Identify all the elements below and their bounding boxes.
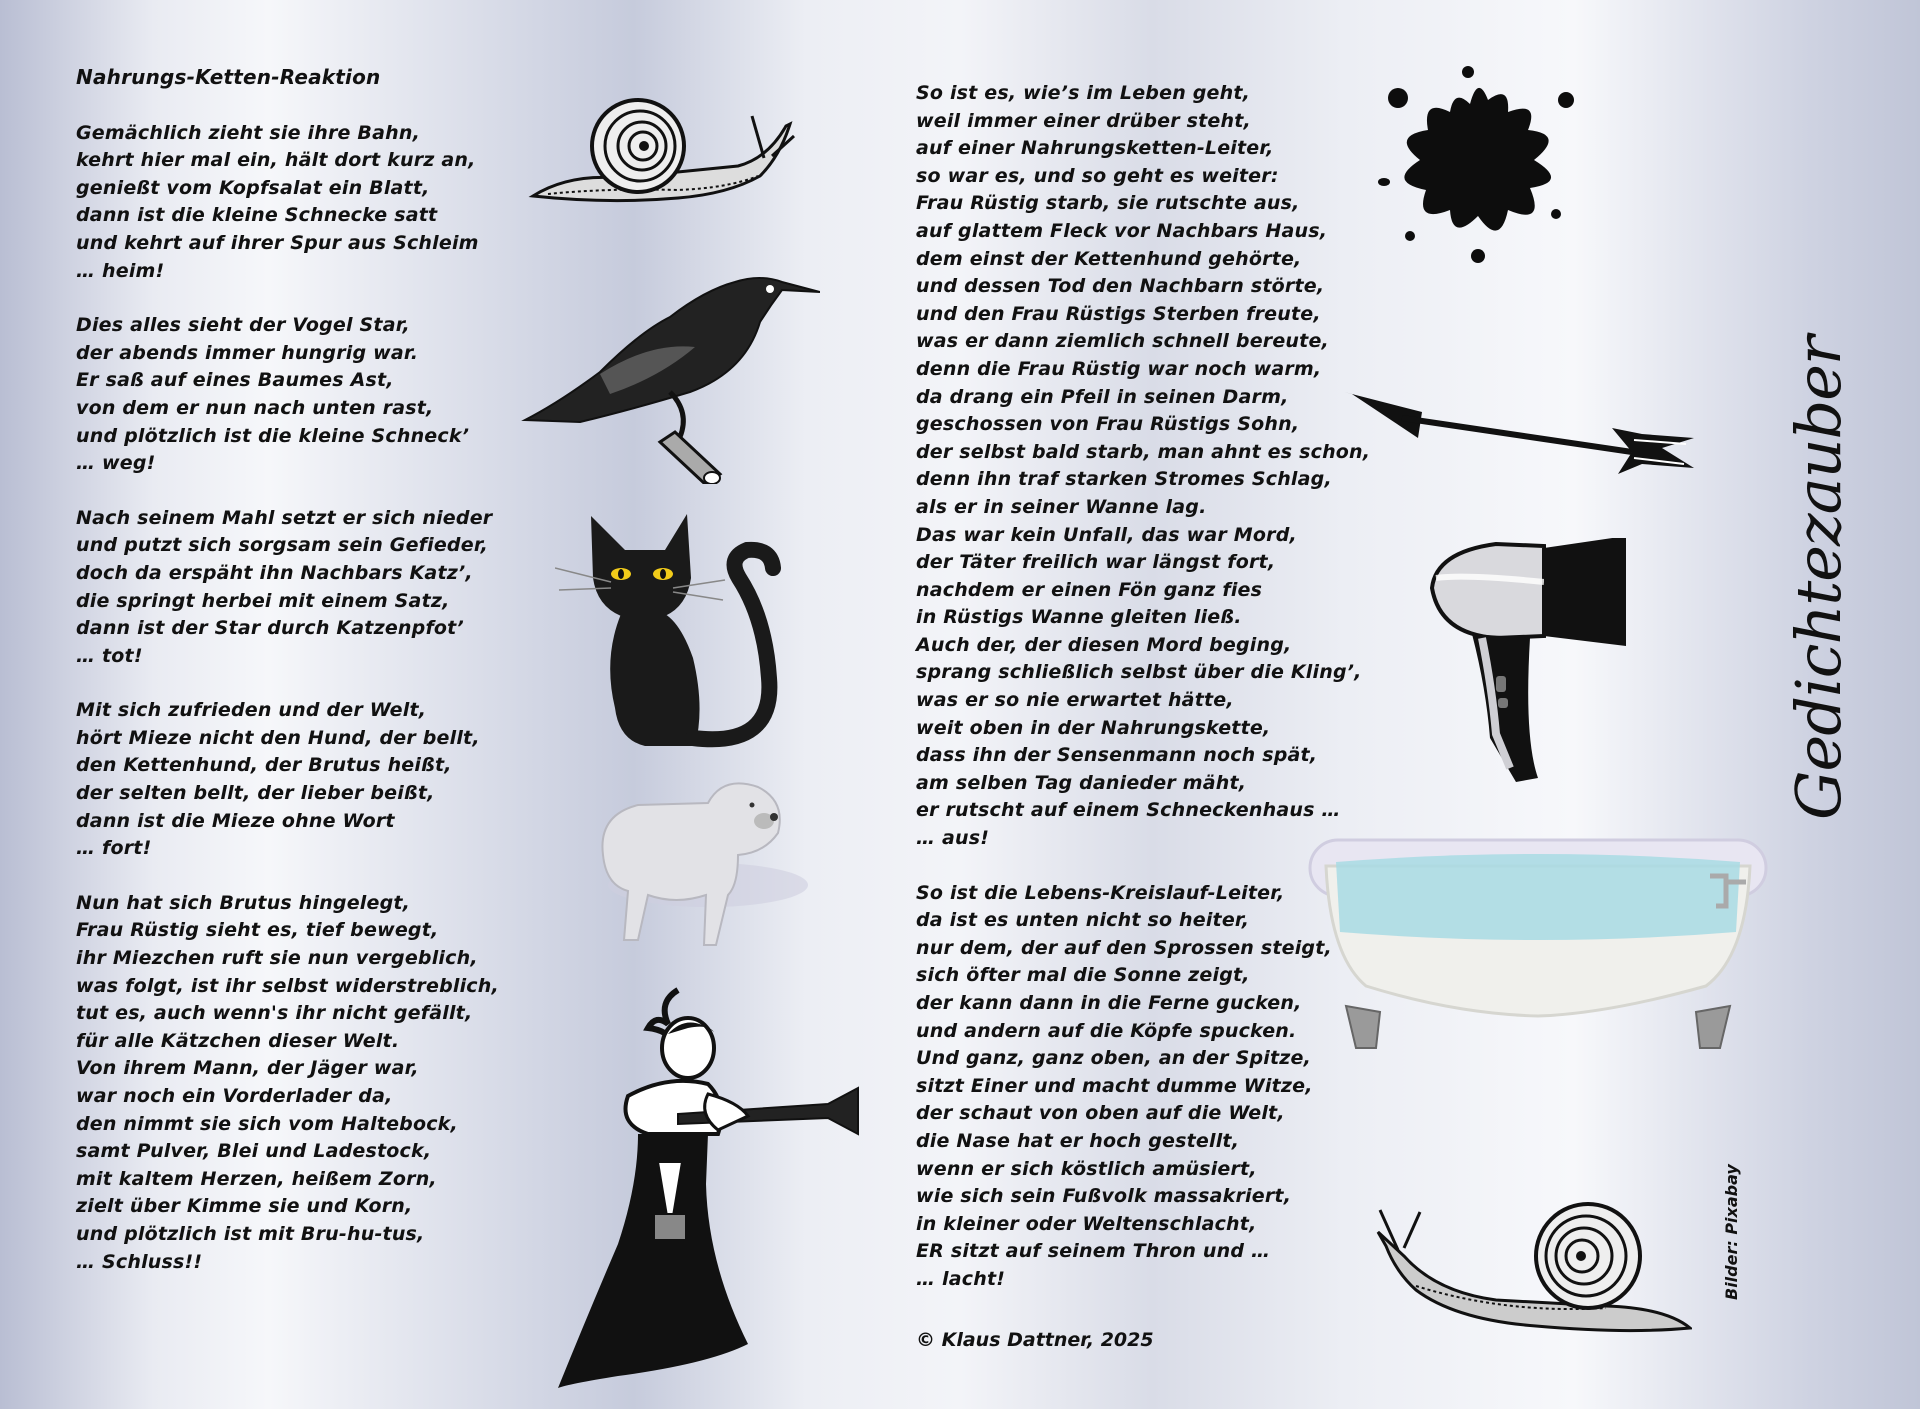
poem-line: und plötzlich ist mit Bru-hu-tus, (76, 1222, 425, 1245)
poem-line: was er so nie erwartet hätte, (916, 689, 1234, 712)
poem-line: … aus! (916, 827, 990, 850)
poem-line: Nach seinem Mahl setzt er sich nieder (76, 506, 493, 529)
poem-line: der selbst bald starb, man ahnt es schon, (916, 440, 1371, 463)
poem-line: nur dem, der auf den Sprossen steigt, (916, 936, 1332, 959)
ink-splat-illustration (1370, 64, 1590, 264)
poem-title: Nahrungs-Ketten-Reaktion (76, 65, 381, 89)
poem-line: für alle Kätzchen dieser Welt. (76, 1029, 400, 1052)
copyright: © Klaus Dattner, 2025 (916, 1329, 1154, 1351)
poem-line: geschossen von Frau Rüstigs Sohn, (916, 413, 1300, 436)
poem-line: da drang ein Pfeil in seinen Darm, (916, 385, 1289, 408)
poem-line: wie sich sein Fußvolk massakriert, (916, 1185, 1292, 1208)
snail-illustration-2 (1376, 1196, 1692, 1336)
stanza (76, 505, 499, 671)
poem-line: ER sitzt auf seinem Thron und … (916, 1240, 1271, 1263)
bulldog-illustration (588, 775, 808, 965)
poem-line: doch da erspäht ihn Nachbars Katz’, (76, 561, 473, 584)
poem-line: samt Pulver, Blei und Ladestock, (76, 1140, 432, 1163)
starling-illustration (520, 262, 820, 484)
poem-line: hört Mieze nicht den Hund, der bellt, (76, 726, 480, 749)
poem-line: so war es, und so geht es weiter: (916, 164, 1279, 187)
poem-line: denn ihn traf starken Stromes Schlag, (916, 468, 1332, 491)
poem-line: dann ist die kleine Schnecke satt (76, 204, 438, 227)
poem-line: ihr Miezchen ruft sie nun vergeblich, (76, 947, 478, 970)
poem-line: weit oben in der Nahrungskette, (916, 716, 1271, 739)
poem-line: … Schluss!! (76, 1250, 203, 1273)
poem-line: der Täter freilich war längst fort, (916, 551, 1276, 574)
poem-left (76, 64, 499, 1303)
poem-line: und andern auf die Köpfe spucken. (916, 1019, 1297, 1042)
poem-line: Von ihrem Mann, der Jäger war, (76, 1057, 419, 1080)
hair-dryer-illustration (1426, 538, 1628, 784)
poem-line: in Rüstigs Wanne gleiten ließ. (916, 606, 1242, 629)
image-credit: Bilder: Pixabay (1722, 1164, 1741, 1300)
stanza (916, 880, 1370, 1294)
poem-line: dem einst der Kettenhund gehörte, (916, 247, 1302, 270)
poem-line: und plötzlich ist die kleine Schneck’ (76, 424, 470, 447)
poem-line: den Kettenhund, der Brutus heißt, (76, 754, 452, 777)
poem-line: … heim! (76, 259, 165, 282)
poem-line: der selten bellt, der lieber beißt, (76, 782, 435, 805)
poem-line: auf einer Nahrungsketten-Leiter, (916, 137, 1274, 160)
poem-line: So ist es, wie’s im Leben geht, (916, 82, 1251, 104)
poem-line: wenn er sich köstlich amüsiert, (916, 1157, 1257, 1180)
poem-line: und dessen Tod den Nachbarn störte, (916, 275, 1325, 298)
poem-line: am selben Tag danieder mäht, (916, 771, 1247, 794)
poem-line: er rutscht auf einem Schneckenhaus … (916, 799, 1341, 822)
poem-line: von dem er nun nach unten rast, (76, 396, 434, 419)
huntress-illustration (558, 984, 868, 1394)
poem-line: dann ist der Star durch Katzenpfot’ (76, 617, 464, 640)
poem-line: als er in seiner Wanne lag. (916, 495, 1207, 518)
poem-line: … lacht! (916, 1267, 1006, 1290)
poem-line: den nimmt sie sich vom Haltebock, (76, 1112, 458, 1135)
poem-line: was er dann ziemlich schnell bereute, (916, 330, 1329, 353)
stanza (76, 890, 499, 1276)
poem-line: was folgt, ist ihr selbst widerstreblich, (76, 974, 499, 997)
poem-line: dass ihn der Sensenmann noch spät, (916, 744, 1318, 767)
poem-line: mit kaltem Herzen, heißem Zorn, (76, 1167, 437, 1190)
poem-line: der schaut von oben auf die Welt, (916, 1102, 1285, 1125)
poem-line: zielt über Kimme sie und Korn, (76, 1195, 413, 1218)
poem-line: tut es, auch wenn's ihr nicht gefällt, (76, 1002, 473, 1025)
poem-line: war noch ein Vorderlader da, (76, 1085, 393, 1107)
poem-line: sich öfter mal die Sonne zeigt, (916, 964, 1250, 987)
poem-line: auf glattem Fleck vor Nachbars Haus, (916, 219, 1328, 242)
poem-line: und kehrt auf ihrer Spur aus Schleim (76, 231, 479, 254)
poem-line: Gemächlich zieht sie ihre Bahn, (76, 121, 421, 144)
black-cat-illustration (555, 508, 785, 750)
arrow-illustration (1342, 378, 1698, 480)
poem-line: da ist es unten nicht so heiter, (916, 909, 1250, 932)
poem-line: in kleiner oder Weltenschlacht, (916, 1212, 1257, 1235)
snail-illustration (528, 96, 798, 211)
poem-line: Frau Rüstig sieht es, tief bewegt, (76, 919, 439, 942)
poem-line: Er saß auf eines Baumes Ast, (76, 369, 394, 392)
poem-line: nachdem er einen Fön ganz fies (916, 578, 1263, 601)
poem-line: und den Frau Rüstigs Sterben freute, (916, 302, 1321, 325)
poem-line: Dies alles sieht der Vogel Star, (76, 314, 410, 337)
poem-line: Und ganz, ganz oben, an der Spitze, (916, 1047, 1312, 1070)
poem-line: sitzt Einer und macht dumme Witze, (916, 1074, 1313, 1097)
poem-line: denn die Frau Rüstig war noch warm, (916, 357, 1322, 380)
poem-right (916, 80, 1370, 1321)
poem-line: … tot! (76, 644, 143, 667)
poem-line: … weg! (76, 452, 156, 475)
brand-signature: Gedichtezauber (1782, 336, 1855, 820)
stanza (76, 697, 499, 863)
poem-line: und putzt sich sorgsam sein Gefieder, (76, 534, 489, 557)
poem-line: Das war kein Unfall, das war Mord, (916, 523, 1297, 546)
bathtub-illustration (1306, 836, 1770, 1066)
poem-line: Frau Rüstig starb, sie rutschte aus, (916, 192, 1300, 215)
poem-line: genießt vom Kopfsalat ein Blatt, (76, 176, 430, 199)
poem-line: … fort! (76, 837, 152, 860)
stanza (76, 312, 499, 478)
poem-line: sprang schließlich selbst über die Kling’, (916, 661, 1362, 684)
poem-line: Auch der, der diesen Mord beging, (916, 633, 1292, 656)
poem-line: die Nase hat er hoch gestellt, (916, 1129, 1240, 1152)
stanza (76, 120, 499, 286)
poem-line: weil immer einer drüber steht, (916, 109, 1251, 132)
poem-line: So ist die Lebens-Kreislauf-Leiter, (916, 881, 1285, 904)
poem-line: der kann dann in die Ferne gucken, (916, 992, 1302, 1014)
poem-line: die springt herbei mit einem Satz, (76, 589, 450, 612)
stanza (916, 80, 1370, 853)
poem-line: kehrt hier mal ein, hält dort kurz an, (76, 149, 476, 172)
poem-line: Nun hat sich Brutus hingelegt, (76, 891, 411, 914)
poem-line: dann ist die Mieze ohne Wort (76, 809, 395, 832)
poem-line: Mit sich zufrieden und der Welt, (76, 699, 427, 722)
poem-line: der abends immer hungrig war. (76, 341, 419, 364)
